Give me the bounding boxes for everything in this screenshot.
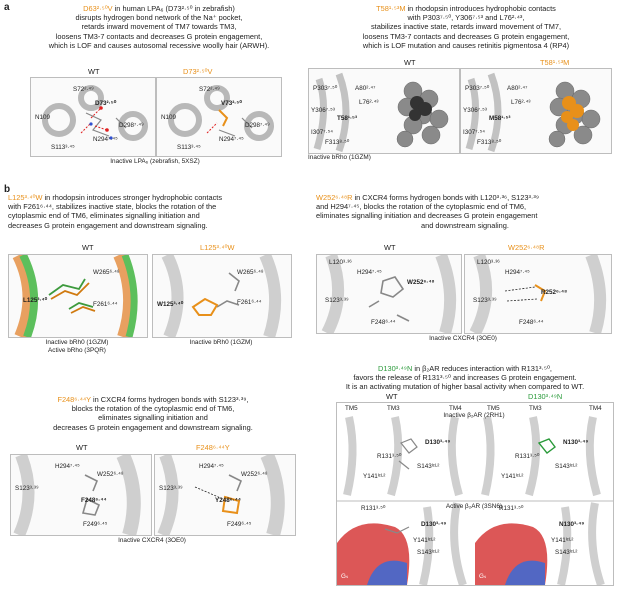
- helix-label: TM5: [345, 405, 358, 412]
- structure-image-cxcr4-w252-mutant: [464, 254, 612, 334]
- structure-footer: Inactive CXCR4 (3OE0): [118, 537, 186, 544]
- residue-label: H294⁷·⁴⁵: [357, 269, 382, 276]
- residue-label: S123³·³⁹: [473, 297, 497, 304]
- residue-label: S143ᴵᶜᴸ²: [417, 549, 440, 556]
- caption-line: loosens TM3-7 contacts and decreases G protein engagement,: [362, 31, 570, 41]
- residue-label: Y306⁷·⁵³: [463, 107, 487, 114]
- residue-label: I307⁷·⁵⁴: [311, 129, 333, 136]
- caption-line: in human LPA₆ (D73²·⁵⁰ in zebrafish): [112, 4, 235, 13]
- residue-label: F248⁶·⁴⁴: [81, 497, 107, 504]
- panel-a-right-caption: [318, 4, 614, 50]
- panel-b-tl-caption: [8, 193, 302, 230]
- residue-label: L76²·⁴³: [359, 99, 379, 106]
- residue-label: H294⁷·⁴⁵: [199, 463, 224, 470]
- panel-title-mutant: L125³·⁴⁰W: [200, 243, 235, 252]
- panel-b-bl-caption: [8, 395, 298, 432]
- structure-image-b2ar: [336, 402, 614, 586]
- gs-label: Gₛ: [479, 573, 487, 580]
- residue-label: L125³·⁴⁰: [23, 297, 48, 304]
- caption-line: It is an activating mutation of higher basal activity when compared to WT.: [345, 382, 585, 392]
- helix-render: [11, 455, 151, 535]
- legend-active: Active bRho (3PQR): [48, 347, 106, 354]
- residue-label: W265⁶·⁴⁸: [93, 269, 120, 276]
- caption-line: eliminates signalling initiation and: [98, 413, 208, 423]
- residue-label: D298⁷·⁴⁹: [245, 122, 270, 129]
- caption-line: cytoplasmic end of TM6, eliminates signalling initiation and: [8, 211, 200, 221]
- residue-label: N294⁷·⁴⁵: [219, 136, 244, 143]
- caption-line: decreases G protein engagement and downstream signaling.: [8, 220, 208, 230]
- residue-label: L76²·⁴³: [511, 99, 531, 106]
- panel-title-mutant: W252⁶·⁴⁸R: [508, 243, 545, 252]
- caption-line: disrupts hydrogen bond network of the Na⁺ pocket,: [75, 13, 243, 23]
- residue-label: A80²·⁴⁷: [507, 85, 528, 92]
- helix-render: [9, 255, 147, 337]
- residue-label: V73²·⁵⁰: [221, 100, 242, 107]
- structure-image-lpa6-mutant: [156, 77, 282, 157]
- residue-label: L120³·³⁶: [477, 259, 500, 266]
- structure-image-rho-l125-wt: [8, 254, 148, 338]
- panel-title-wt: WT: [88, 67, 100, 76]
- helix-render: [337, 403, 613, 585]
- caption-line: favors the release of R131³·⁵⁰ and increases G protein engagement.: [353, 373, 577, 383]
- residue-label: S113³·⁴⁵: [177, 144, 201, 151]
- structure-image-cxcr4-w252-wt: [316, 254, 462, 334]
- structure-image-cxcr4-f248-mutant: [154, 454, 296, 536]
- residue-label: M58¹·⁵³: [489, 115, 511, 122]
- caption-line: and H294⁷·⁴⁵, blocks the rotation of the cytoplasmic end of TM6,: [316, 202, 527, 212]
- residue-label: S123³·³⁹: [325, 297, 349, 304]
- helix-render: [155, 455, 295, 535]
- residue-label: N109: [161, 114, 177, 121]
- residue-label: S143ᴵᶜᴸ²: [555, 549, 578, 556]
- residue-label: W252⁶·⁴⁸: [407, 279, 435, 286]
- residue-label: W252⁶·⁴⁸: [97, 471, 124, 478]
- residue-label: S72²·⁴⁹: [199, 86, 220, 93]
- panel-title-wt: WT: [404, 58, 416, 67]
- residue-label: N130³·⁴⁹: [563, 439, 589, 446]
- structure-image-rho-l125-mutant: [152, 254, 292, 338]
- helix-label: TM4: [449, 405, 462, 412]
- residue-label: R131³·⁵⁰: [515, 453, 540, 460]
- residue-label: P303⁷·⁵⁰: [465, 85, 490, 92]
- residue-label: H294⁷·⁴⁵: [55, 463, 80, 470]
- caption-line: and downstream signaling.: [421, 220, 509, 230]
- caption-line: retards inward movement of TM7 towards TM3,: [81, 22, 237, 32]
- residue-label: Y141ᴵᶜᴸ²: [551, 537, 574, 544]
- residue-label: R131³·⁵⁰: [377, 453, 402, 460]
- residue-label: Y141ᴵᶜᴸ²: [501, 473, 524, 480]
- caption-line: with P303⁷·⁵⁰, Y306⁷·⁵³ and L76²·⁴³,: [407, 13, 525, 23]
- panel-title-wt: WT: [386, 392, 398, 401]
- panel-letter-b: b: [4, 184, 11, 195]
- residue-label: F249⁶·⁴⁵: [227, 521, 252, 528]
- mutation-name: D130³·⁴⁹N: [378, 364, 413, 373]
- panel-title-mutant: T58¹·⁵³M: [540, 58, 570, 67]
- residue-label: F313⁸·⁵⁰: [477, 139, 502, 146]
- caption-line: in rhodopsin introduces hydrophobic contacts: [405, 4, 556, 13]
- structure-image-rho-mutant: [460, 68, 612, 154]
- residue-label: D130³·⁴⁹: [425, 439, 451, 446]
- structure-footer: Inactive CXCR4 (3OE0): [429, 335, 497, 342]
- residue-label: Y248⁶·⁴⁴: [215, 497, 241, 504]
- residue-label: W252⁶·⁴⁸: [241, 471, 268, 478]
- helix-render: [153, 255, 291, 337]
- residue-label: P303⁷·⁵⁰: [313, 85, 338, 92]
- panel-a-left-caption: [24, 4, 294, 50]
- caption-line: with F261⁶·⁴⁴, stabilizes inactive state, blocks the rotation of the: [8, 202, 217, 212]
- residue-label: S143ᴵᶜᴸ²: [555, 463, 578, 470]
- residue-label: Y306⁷·⁵³: [311, 107, 335, 114]
- residue-label: D298⁷·⁴⁹: [119, 122, 144, 129]
- caption-line: decreases G protein engagement and downstream signaling.: [53, 422, 253, 432]
- residue-label: N294⁷·⁴⁵: [93, 136, 118, 143]
- residue-label: F261⁶·⁴⁴: [93, 301, 118, 308]
- residue-label: D130³·⁴⁹: [421, 521, 447, 528]
- residue-label: F261⁶·⁴⁴: [237, 299, 262, 306]
- helix-label: TM4: [589, 405, 602, 412]
- panel-title-mutant: D130³·⁴⁹N: [528, 392, 563, 401]
- structure-footer: Inactive bRho (1GZM): [308, 154, 371, 161]
- residue-label: L120³·³⁶: [329, 259, 352, 266]
- residue-label: F313⁸·⁵⁰: [325, 139, 350, 146]
- structure-footer: Inactive bRh0 (1GZM): [189, 339, 253, 346]
- caption-line: which is LOF mutation and causes retinitis pigmentosa 4 (RP4): [362, 40, 570, 50]
- residue-label: I307⁷·⁵⁴: [463, 129, 485, 136]
- mutation-name: W252⁶·⁴⁸R: [316, 193, 353, 202]
- residue-label: A80²·⁴⁷: [355, 85, 376, 92]
- panel-b-tr-caption: [316, 193, 614, 230]
- residue-label: S113³·⁴⁵: [51, 144, 75, 151]
- residue-label: N130³·⁴⁹: [559, 521, 585, 528]
- mutation-name: T58¹·⁵³M: [376, 4, 406, 13]
- structure-image-rho-wt: [308, 68, 460, 154]
- caption-line: in CXCR4 forms hydrogen bonds with S123³·³⁹,: [90, 395, 249, 404]
- residue-label: R131³·⁵⁰: [361, 505, 386, 512]
- caption-line: in rhodopsin introduces stronger hydrophobic contacts: [42, 193, 223, 202]
- residue-label: F248⁶·⁴⁴: [519, 319, 544, 326]
- structure-image-lpa6-wt: [30, 77, 156, 157]
- residue-label: D73²·⁵⁰: [95, 100, 117, 107]
- residue-label: Y141ᴵᶜᴸ²: [363, 473, 386, 480]
- mutation-name: F248⁶·⁴⁴Y: [57, 395, 91, 404]
- panel-letter-a: a: [4, 2, 10, 13]
- residue-label: Y141ᴵᶜᴸ²: [413, 537, 436, 544]
- residue-label: R131³·⁵⁰: [499, 505, 524, 512]
- caption-line: eliminates signalling initiation and decreases G protein engagement: [316, 211, 538, 221]
- panel-title-wt: WT: [82, 243, 94, 252]
- structure-subtitle-active: Active β₂AR (3SN6): [445, 503, 503, 510]
- panel-title-mutant: F248⁶·⁴⁴Y: [196, 443, 230, 452]
- residue-label: W265⁶·⁴⁸: [237, 269, 264, 276]
- residue-label: S72²·⁴⁹: [73, 86, 94, 93]
- panel-title-mutant: D73²·⁵⁰V: [183, 67, 213, 76]
- residue-label: N109: [35, 114, 51, 121]
- caption-line: which is LOF and causes autosomal recessive woolly hair (ARWH).: [48, 40, 270, 50]
- caption-line: loosens TM3-7 contacts and decreases G protein engagement,: [55, 31, 263, 41]
- helix-label: TM3: [387, 405, 400, 412]
- helix-label: TM3: [529, 405, 542, 412]
- panel-b-br-caption: [316, 364, 614, 392]
- residue-label: H294⁷·⁴⁵: [505, 269, 530, 276]
- panel-title-wt: WT: [76, 443, 88, 452]
- residue-label: W125³·⁴⁰: [157, 301, 184, 308]
- gs-label: Gₛ: [341, 573, 349, 580]
- residue-label: T58¹·⁵³: [337, 115, 358, 122]
- caption-line: in CXCR4 forms hydrogen bonds with L120³·³⁶, S123³·³⁹: [352, 193, 539, 202]
- residue-label: S123³·³⁹: [159, 485, 183, 492]
- structure-subtitle-inactive: Inactive β₂AR (2RH1): [443, 412, 505, 419]
- panel-title-wt: WT: [384, 243, 396, 252]
- caption-line: in β₂AR reduces interaction with R131³·⁵⁰,: [412, 364, 552, 373]
- residue-label: F249⁶·⁴⁵: [83, 521, 108, 528]
- caption-line: stabilizes inactive state, retards inward movement of TM7,: [370, 22, 562, 32]
- residue-label: F248⁶·⁴⁴: [371, 319, 396, 326]
- residue-label: S143ᴵᶜᴸ²: [417, 463, 440, 470]
- residue-label: S123³·³⁹: [15, 485, 39, 492]
- structure-image-cxcr4-f248-wt: [10, 454, 152, 536]
- caption-line: blocks the rotation of the cytoplasmic end of TM6,: [71, 404, 235, 414]
- mutation-name: D63²·⁵⁰V: [83, 4, 113, 13]
- legend-inactive: Inactive bRh0 (1GZM): [45, 339, 109, 346]
- mutation-name: L125³·⁴⁰W: [8, 193, 43, 202]
- helix-label: TM5: [487, 405, 500, 412]
- structure-footer: Inactive LPA₆ (zebrafish, 5XSZ): [110, 158, 200, 165]
- residue-label: R252⁶·⁴⁸: [541, 289, 568, 296]
